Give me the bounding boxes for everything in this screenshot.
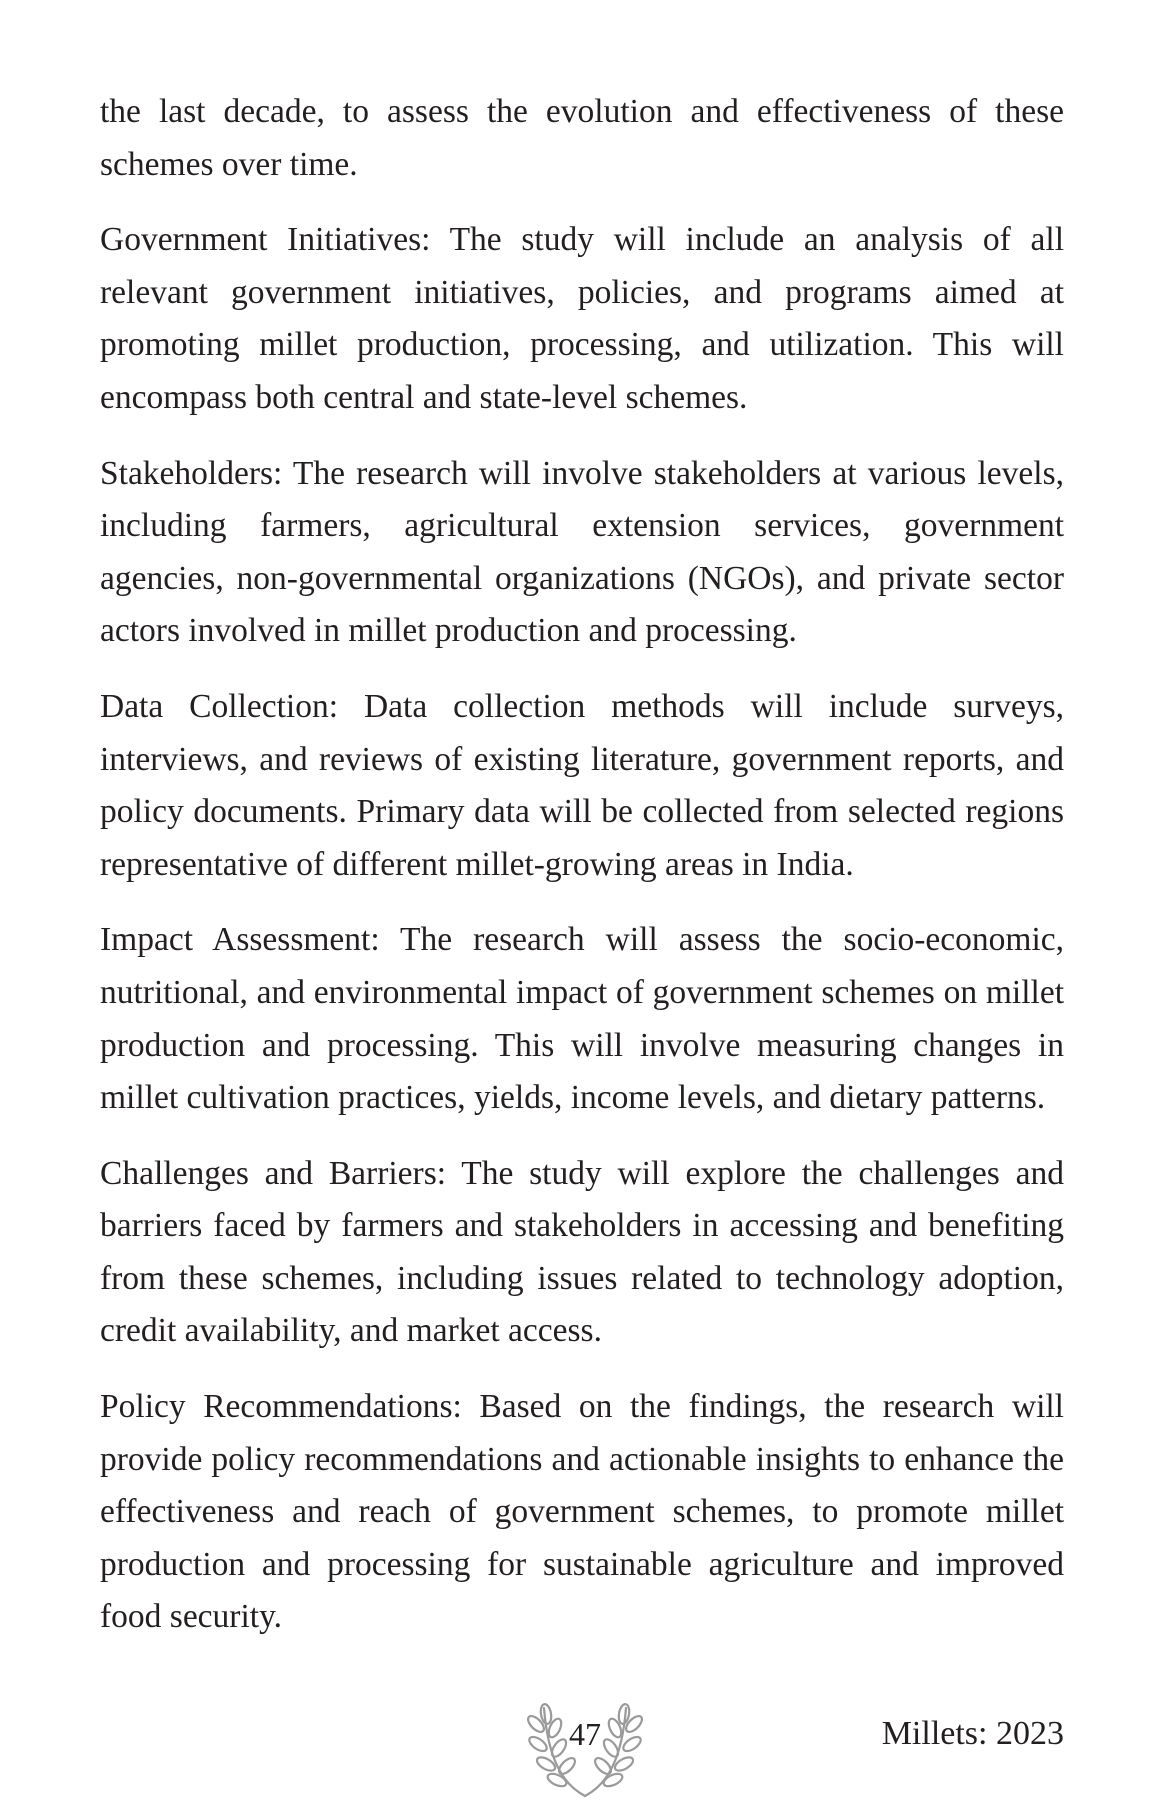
- paragraph-government-initiatives: Government Initiatives: The study will include an analysis of all relevant government initiatives, policies, and programs aimed at promoting millet production, processing, and utilization. This will encompass both central and state-level schemes.: [100, 221, 1064, 416]
- page-footer: [0, 1700, 1164, 1800]
- page-body: [100, 86, 1064, 1667]
- paragraph-challenges-barriers: Challenges and Barriers: The study will explore the challenges and barriers faced by farmers and stakeholders in accessing and benefiting from these schemes, including issues related to technology adoption, credit availability, and market access.: [100, 1154, 1064, 1350]
- paragraph-policy-recommendations: Policy Recommendations: Based on the findings, the research will provide policy recommendations and actionable insights to enhance the effectiveness and reach of government schemes, to promote millet production and processing for sustainable agriculture and improved food security.: [100, 1388, 1064, 1636]
- page-number: 47: [569, 1716, 601, 1752]
- paragraph-impact-assessment: Impact Assessment: The research will assess the socio-economic, nutritional, and environmental impact of government schemes on millet production and processing. This will involve measuring changes in millet cultivation practices, yields, income levels, and dietary patterns.: [100, 921, 1064, 1117]
- paragraph-continuation: the last decade, to assess the evolution and effectiveness of these schemes over time.: [100, 93, 1064, 183]
- paragraph-data-collection: Data Collection: Data collection methods will include surveys, interviews, and reviews of existing literature, government reports, and policy documents. Primary data will be collected from selected regions representative of different millet-growing areas in India.: [100, 687, 1064, 883]
- running-footer-title: Millets: 2023: [881, 1715, 1064, 1752]
- paragraph-stakeholders: Stakeholders: The research will involve stakeholders at various levels, including farmers, agricultural extension services, government agencies, non-governmental organizations (NGOs), and private sector actors involved in millet production and processing.: [100, 454, 1064, 650]
